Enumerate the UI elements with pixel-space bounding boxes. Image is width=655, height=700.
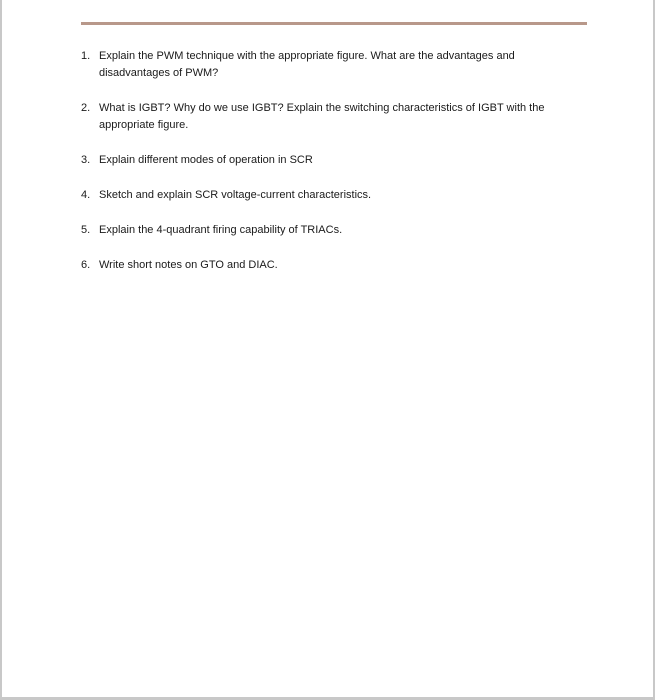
- header-rule: [81, 22, 587, 25]
- question-text: Explain different modes of operation in SCR: [99, 154, 313, 166]
- question-number: 1.: [81, 50, 91, 62]
- question-item: [81, 187, 581, 204]
- question-number: 6.: [81, 259, 91, 271]
- question-item: [81, 152, 581, 169]
- question-number: 3.: [81, 154, 91, 166]
- question-text: What is IGBT? Why do we use IGBT? Explain the switching characteristics of IGBT with the appropriate figure.: [99, 102, 545, 131]
- question-number: 4.: [81, 189, 91, 201]
- question-text: Explain the 4-quadrant firing capability of TRIACs.: [99, 224, 343, 236]
- question-text: Explain the PWM technique with the appropriate figure. What are the advantages and disadvantages of PWM?: [99, 50, 515, 79]
- question-item: [81, 100, 581, 134]
- question-text: Write short notes on GTO and DIAC.: [99, 259, 278, 271]
- question-list: [81, 48, 581, 274]
- question-number: 5.: [81, 224, 91, 236]
- question-item: [81, 48, 581, 82]
- question-number: 2.: [81, 102, 91, 114]
- question-text: Sketch and explain SCR voltage-current characteristics.: [99, 189, 372, 201]
- document-page: [2, 0, 653, 697]
- question-item: [81, 222, 581, 239]
- question-item: [81, 257, 581, 274]
